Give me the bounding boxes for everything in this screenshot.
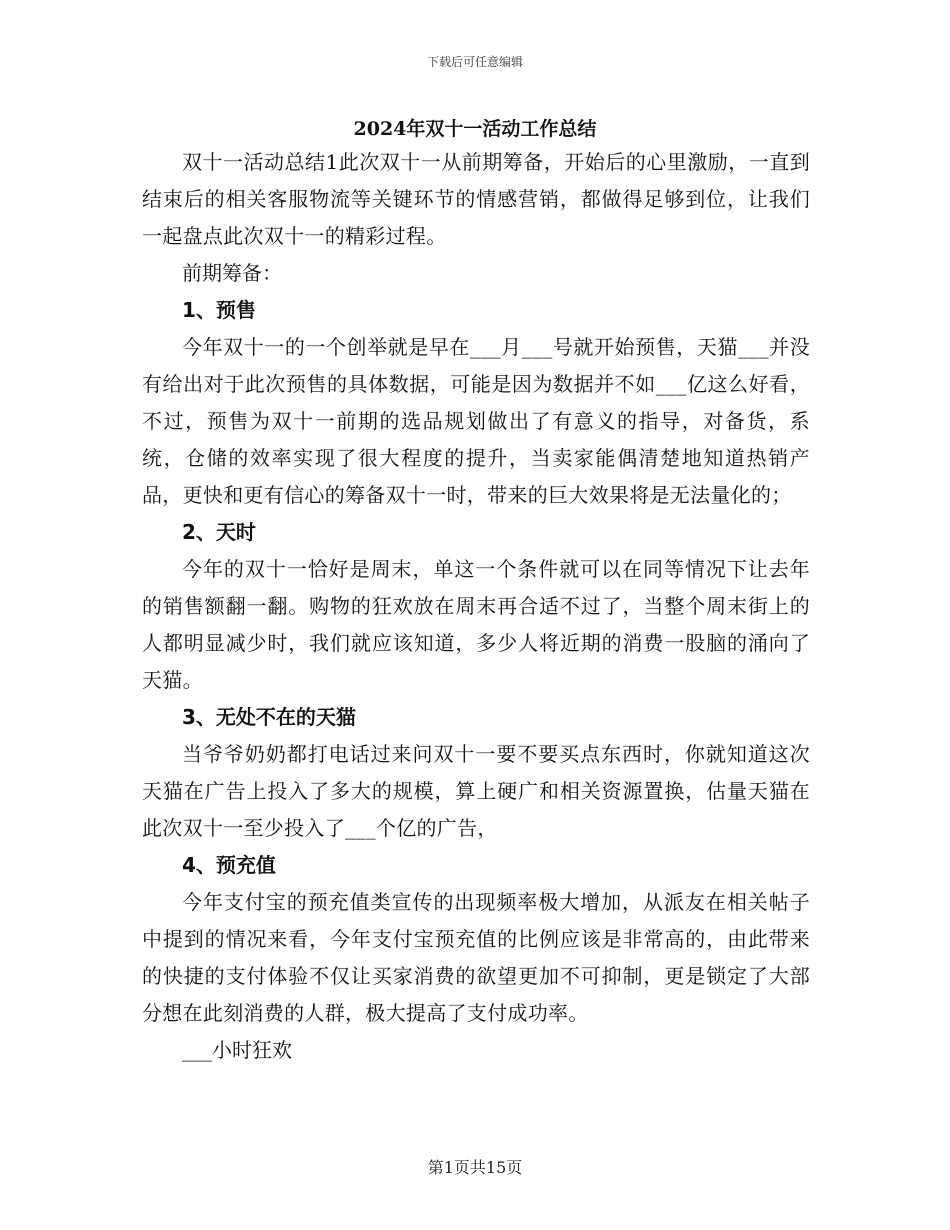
section-body-tmall: 当爷爷奶奶都打电话过来问双十一要不要买点东西时，你就知道这次天猫在广告上投入了多大的规模，算上硬广和相关资源置换，估量天猫在此次双十一至少投入了___个亿的广告， bbox=[142, 742, 810, 840]
section-heading-timing: 2、天时 bbox=[182, 520, 256, 544]
section-heading-presale: 1、预售 bbox=[182, 298, 256, 322]
section-heading-prepaid: 4、预充值 bbox=[182, 853, 276, 877]
page-footer: 第1页共15页 bbox=[427, 1158, 523, 1177]
section-body-presale: 今年双十一的一个创举就是早在___月___号就开始预售，天猫___并没有给出对于此次预售的具体数据，可能是因为数据并不如___亿这么好看，不过，预售为双十一前期的选品规划做出了有意义的指导，对备货，系统，仓储的效率实现了很大程度的提升，当卖家能偶清楚地知道热销产品，更快和更有信心的筹备双十一时，带来的巨大效果将是无法量化的； bbox=[142, 335, 810, 507]
section-heading-tmall: 3、无处不在的天猫 bbox=[182, 705, 356, 729]
section-body-prepaid: 今年支付宝的预充值类宣传的出现频率极大增加，从派友在相关帖子中提到的情况来看，今年支付宝预充值的比例应该是非常高的，由此带来的快捷的支付体验不仅让买家消费的欲望更加不可抑制，更是锁定了大部分想在此刻消费的人群，极大提高了支付成功率。 bbox=[142, 890, 810, 1025]
document-body bbox=[142, 144, 810, 1069]
document-title: 2024年双十一活动工作总结 bbox=[353, 118, 597, 140]
prep-label: 前期筹备： bbox=[182, 261, 282, 285]
trailing-label: ___小时狂欢 bbox=[182, 1038, 292, 1062]
section-body-timing: 今年的双十一恰好是周末，单这一个条件就可以在同等情况下让去年的销售额翻一翻。购物的狂欢放在周末再合适不过了，当整个周末街上的人都明显减少时，我们就应该知道，多少人将近期的消费一股脑的涌向了天猫。 bbox=[142, 557, 810, 692]
intro-paragraph: 双十一活动总结1此次双十一从前期筹备，开始后的心里激励，一直到结束后的相关客服物流等关键环节的情感营销，都做得足够到位，让我们一起盘点此次双十一的精彩过程。 bbox=[142, 150, 810, 248]
header-note: 下载后可任意编辑 bbox=[426, 55, 523, 69]
